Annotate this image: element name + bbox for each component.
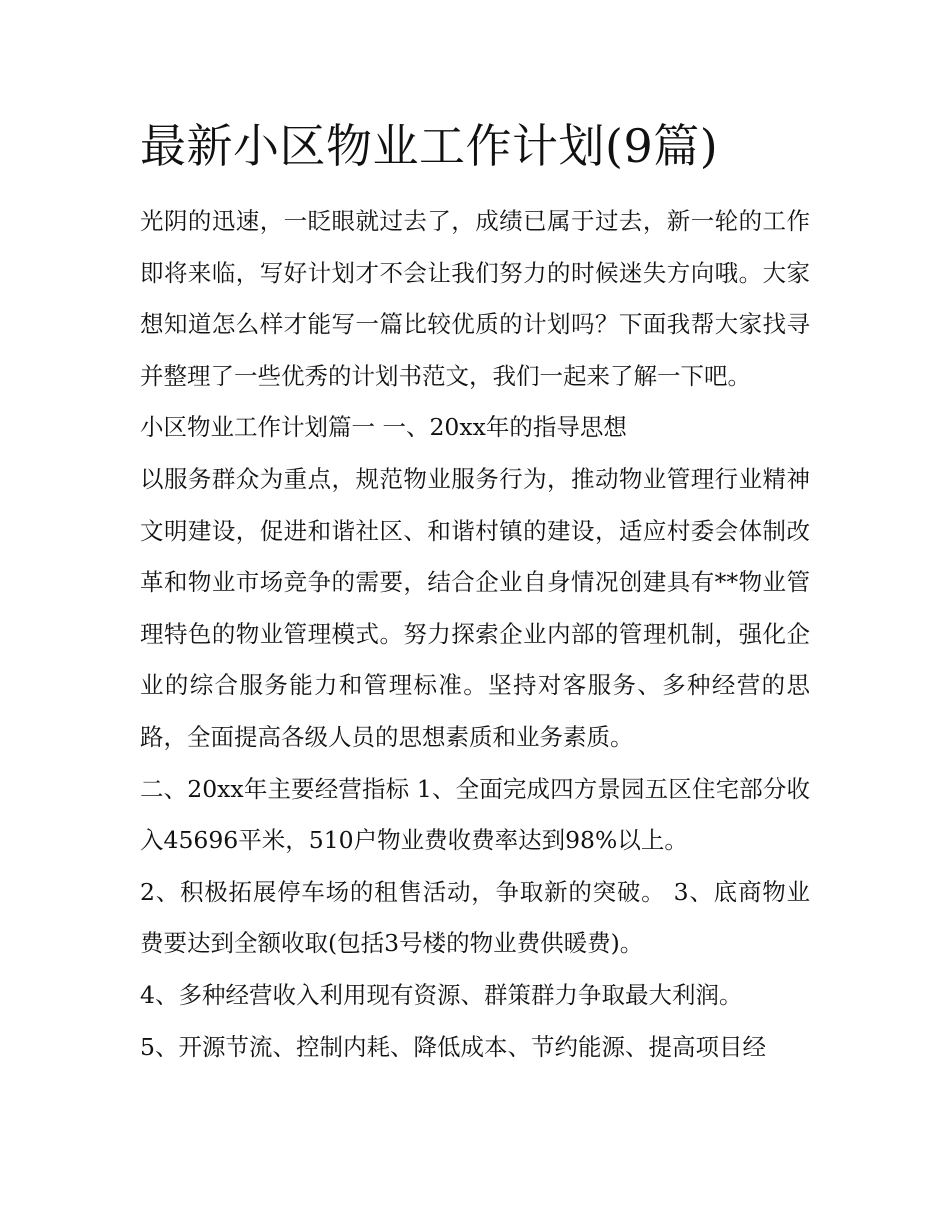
paragraph-guiding-ideology: 以服务群众为重点，规范物业服务行为，推动物业管理行业精神文明建设，促进和谐社区、和谐村镇的建设，适应村委会体制改革和物业市场竞争的需要，结合企业自身情况创建具有**物业管理特色的物业管理模式。努力探索企业内部的管理机制，强化企业的综合服务能力和管理标准。坚持对客服务、多种经营的思路，全面提高各级人员的思想素质和业务素质。: [140, 464, 810, 751]
paragraph-indicator-4: 4、多种经营收入利用现有资源、群策群力争取最大利润。: [140, 980, 743, 1009]
page-title: 最新小区物业工作计划(9篇): [140, 119, 719, 173]
paragraph-intro: 光阴的迅速，一眨眼就过去了，成绩已属于过去，新一轮的工作即将来临，写好计划才不会让我们努力的时候迷失方向哦。大家想知道怎么样才能写一篇比较优质的计划吗？下面我帮大家找寻并整理了一些优秀的计划书范文，我们一起来了解一下吧。: [140, 207, 810, 390]
paragraph-indicator-2-3: 2、积极拓展停车场的租售活动，争取新的突破。 3、底商物业费要达到全额收取(包括3号楼的物业费供暖费)。: [140, 877, 810, 958]
paragraph-indicator-5: 5、开源节流、控制内耗、降低成本、节约能源、提高项目经: [140, 1032, 766, 1061]
paragraph-indicator-1: 二、20xx年主要经营指标 1、全面完成四方景园五区住宅部分收入45696平米，510户物业费收费率达到98%以上。: [140, 774, 810, 855]
paragraph-section-heading: 小区物业工作计划篇一 一、20xx年的指导思想: [140, 413, 627, 442]
document-body: [140, 196, 810, 1073]
